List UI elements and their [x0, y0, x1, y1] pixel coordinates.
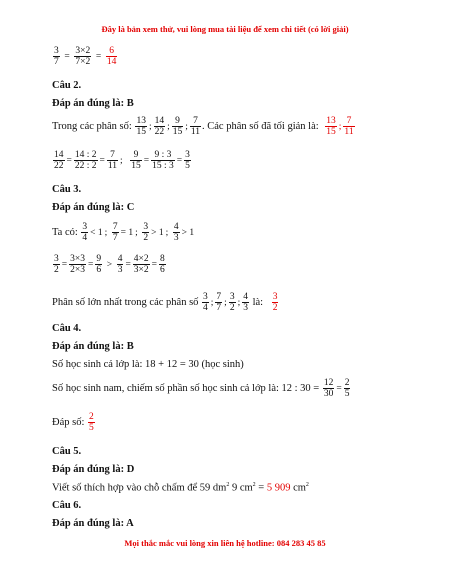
question-title: Câu 3.	[52, 184, 82, 195]
fraction: $\frac{13}{15}$	[136, 116, 146, 137]
fraction: $\frac{3}{4}$	[82, 222, 88, 243]
math-symbol: ;	[135, 227, 138, 238]
hotline-banner: Mọi thắc mắc vui lòng xin liên hệ hotline: 084 283 45 85	[124, 538, 326, 548]
math-symbol: < 1	[90, 227, 103, 238]
fraction: $\frac{3\times 2}{7\times 2}$	[75, 46, 91, 67]
fraction: $\frac{7}{7}$	[112, 222, 118, 243]
fraction: $\frac{9}{15}$	[131, 150, 141, 171]
math-symbol: =	[143, 155, 150, 166]
fraction: $\frac{12}{30}$	[323, 378, 334, 399]
q1-calculation	[52, 46, 118, 67]
fraction: $\frac{13}{15}$	[326, 116, 336, 137]
math-symbol: =	[99, 155, 105, 166]
math-symbol: ;	[104, 227, 108, 238]
q2-calculation	[52, 150, 192, 171]
fraction-result: $\frac{6}{14}$	[106, 46, 117, 67]
q4-final: Đáp số: $\frac{2}{5}$	[52, 412, 94, 433]
math-symbol: =	[95, 51, 102, 62]
q2-statement: Trong các phân số: $\frac{13}{15}$ ; $\frac{14}{22}$ ; $\frac{9}{15}$ ; $\frac{7}{11}$ . Các phân số đã tối giản là: $\frac{13}{15}$ ; $\frac{7}{11}$	[52, 116, 354, 137]
fraction: $\frac{7}{7}$	[216, 292, 222, 313]
answer-line: Đáp án đúng là: C	[52, 202, 135, 213]
math-symbol: >	[106, 259, 113, 270]
math-symbol: ;	[210, 297, 214, 308]
fraction: $\frac{3}{5}$	[185, 150, 190, 171]
answer-line: Đáp án đúng là: B	[52, 341, 134, 352]
math-symbol: ;	[148, 121, 152, 132]
fraction: $\frac{9}{15}$	[172, 116, 183, 137]
math-symbol: =	[176, 155, 183, 166]
math-symbol: =	[125, 259, 131, 270]
fraction: $\frac{3}{4}$	[203, 292, 208, 313]
answer-line: Đáp án đúng là: D	[52, 464, 135, 475]
fraction: $\frac{3}{2}$	[143, 222, 149, 243]
fraction: $\frac{7}{11}$	[107, 150, 118, 171]
question-title: Câu 6.	[52, 500, 82, 511]
math-symbol: = 1	[120, 227, 134, 238]
preview-banner: Đây là bản xem thử, vui lòng mua tài liệu để xem chi tiết (có lời giải)	[101, 24, 349, 34]
fraction: $\frac{3}{2}$	[54, 254, 59, 275]
math-symbol: =	[151, 259, 158, 270]
fraction: $\frac{7}{11}$	[344, 116, 354, 137]
fraction: $\frac{4}{3}$	[173, 222, 179, 243]
math-symbol: > 1	[151, 227, 164, 238]
fraction: $\frac{4}{3}$	[243, 292, 248, 313]
fraction: $\frac{3}{2}$	[272, 292, 278, 313]
math-symbol: ;	[120, 155, 123, 166]
fraction: $\frac{4}{3}$	[117, 254, 123, 275]
q4-line2: Số học sinh nam, chiếm số phần số học sinh cả lớp là: 12 : 30 = $\frac{12}{30}$ = $\frac{2}{5}$	[52, 378, 350, 399]
fraction: $\frac{14}{22}$	[54, 150, 64, 171]
fraction: $\frac{2}{5}$	[344, 378, 350, 399]
question-title: Câu 4.	[52, 323, 82, 334]
q3-calculation	[52, 254, 167, 275]
math-symbol: =	[336, 383, 342, 394]
math-symbol: ;	[165, 227, 169, 238]
answer-line: Đáp án đúng là: A	[52, 518, 134, 529]
fraction: $\frac{7}{11}$	[190, 116, 201, 137]
math-symbol: ;	[224, 297, 227, 308]
math-symbol: ;	[338, 121, 342, 132]
q4-line1: Số học sinh cả lớp là: 18 + 12 = 30 (học sinh)	[52, 359, 244, 370]
math-symbol: =	[87, 259, 94, 270]
answer-value: 5 909	[266, 482, 291, 494]
fraction: $\frac{2}{5}$	[89, 412, 94, 433]
math-symbol: =	[66, 155, 72, 166]
math-symbol: =	[64, 51, 70, 62]
fraction: $\frac{4\times 2}{3\times 2}$	[133, 254, 149, 275]
math-symbol: > 1	[181, 227, 195, 238]
fraction: $\frac{14 : 2}{22 : 2}$	[74, 150, 97, 171]
q5-statement: Viết số thích hợp vào chỗ chấm để 59 $dm^2$ 9 $cm^2 = 5$ 909 $cm^2$	[52, 482, 309, 494]
fraction: $\frac{3\times 3}{2\times 3}$	[70, 254, 85, 275]
math-symbol: ;	[185, 121, 188, 132]
fraction: $\frac{9}{6}$	[96, 254, 102, 275]
math-symbol: =	[61, 259, 68, 270]
fraction: $\frac{3}{2}$	[229, 292, 235, 313]
q3-comparisons: Ta có: $\frac{3}{4}$ < 1 ; $\frac{7}{7}$ = 1 ; $\frac{3}{2}$ > 1 ; $\frac{4}{3}$ > 1	[52, 222, 195, 243]
question-title: Câu 2.	[52, 80, 82, 91]
math-symbol: ;	[237, 297, 241, 308]
fraction: $\frac{3}{7}$	[54, 46, 59, 67]
fraction: $\frac{9 : 3}{15 : 3}$	[152, 150, 174, 171]
fraction: $\frac{14}{22}$	[154, 116, 165, 137]
question-title: Câu 5.	[52, 446, 82, 457]
answer-line: Đáp án đúng là: B	[52, 98, 134, 109]
math-symbol: ;	[167, 121, 170, 132]
q3-conclusion: Phân số lớn nhất trong các phân số $\frac{3}{4}$ ; $\frac{7}{7}$ ; $\frac{3}{2}$ ; $\frac{4}{3}$ là: $\frac{3}{2}$	[52, 292, 278, 313]
fraction: $\frac{8}{6}$	[160, 254, 165, 275]
